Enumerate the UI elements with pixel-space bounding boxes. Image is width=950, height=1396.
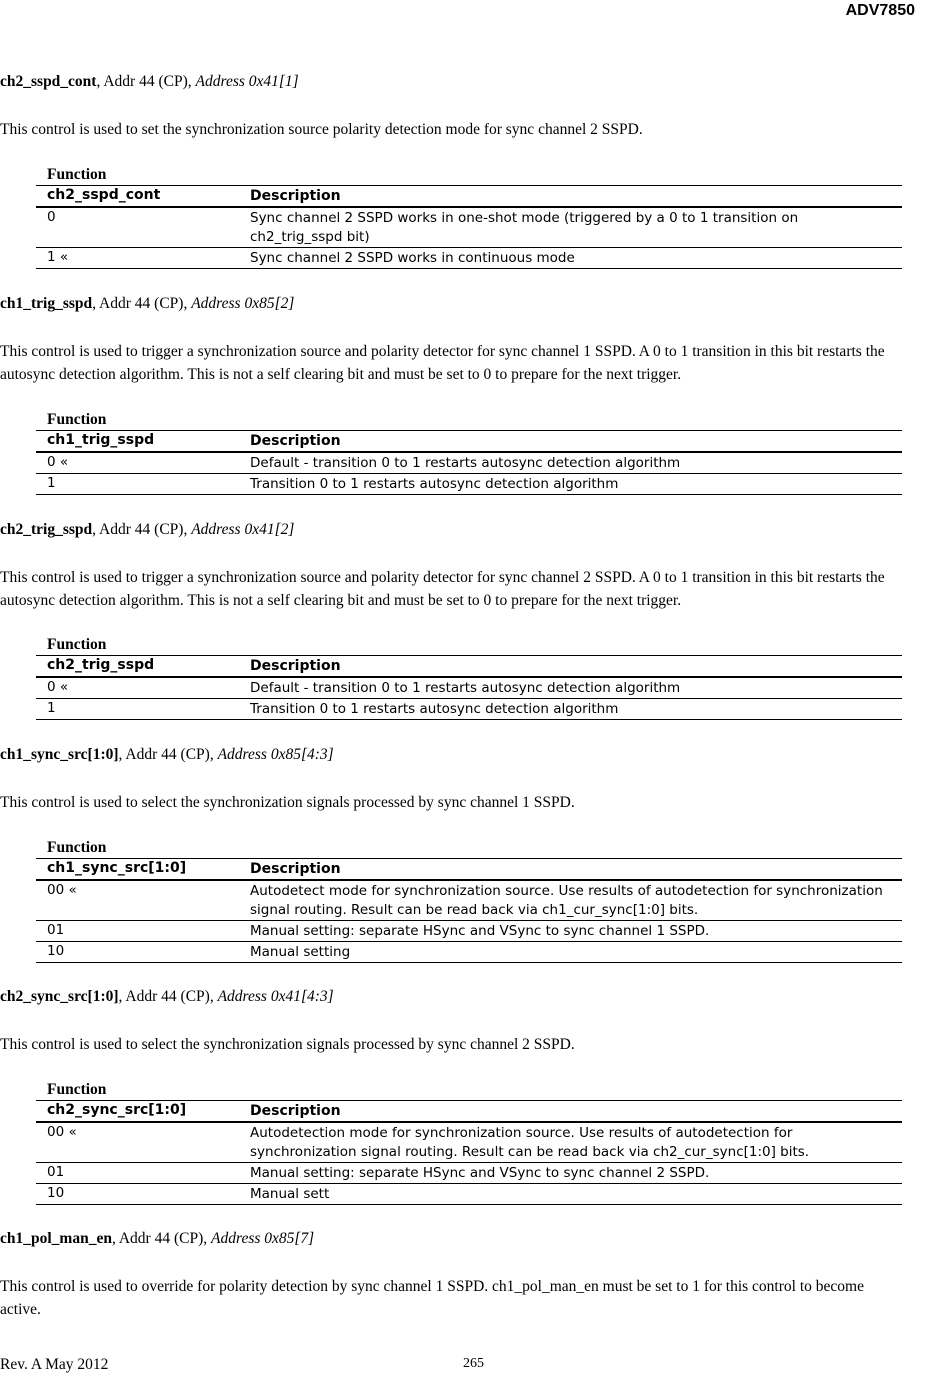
row-description: Autodetection mode for synchronization source. Use results of autodetection for synchronization signal routing. Result can be read back via ch2_cur_sync[1:0] bits. <box>250 1125 810 1160</box>
table-row <box>36 474 902 495</box>
section-description: This control is used to trigger a synchronization source and polarity detector for sync channel 1 SSPD. A 0 to 1 transition in this bit restarts the autosync detection algorithm. This is not a self clearing bit and must be set to 0 to prepare for the next trigger. <box>0 343 885 383</box>
row-description: Sync channel 2 SSPD works in one-shot mode (triggered by a 0 to 1 transition on ch2_trig_sspd bit) <box>250 210 799 245</box>
table-row <box>36 921 902 942</box>
row-description: Autodetect mode for synchronization source. Use results of autodetection for synchronization signal routing. Result can be read back via ch1_cur_sync[1:0] bits. <box>250 883 883 918</box>
table-row <box>36 942 902 963</box>
column-header-value: ch2_trig_sspd <box>47 657 155 673</box>
function-table-ch2-trig-sspd <box>36 635 902 720</box>
table-header-row <box>36 655 902 678</box>
section-heading-ch2-trig-sspd: ch2_trig_sspd, Addr 44 (CP), Address 0x41[2] <box>0 521 295 538</box>
table-caption: Function <box>47 839 107 856</box>
row-description: Manual sett <box>250 1186 330 1202</box>
document-title: ADV7850 <box>845 2 915 19</box>
column-header-value: ch1_trig_sspd <box>47 432 155 448</box>
section-description: This control is used to trigger a synchronization source and polarity detector for sync channel 2 SSPD. A 0 to 1 transition in this bit restarts the autosync detection algorithm. This is not a self clearing bit and must be set to 0 to prepare for the next trigger. <box>0 569 885 609</box>
table-row <box>36 248 902 269</box>
table-caption: Function <box>47 636 107 653</box>
row-value: 0 <box>47 209 56 225</box>
table-caption: Function <box>47 166 107 183</box>
function-table-ch1-sync-src <box>36 838 902 963</box>
table-row <box>36 1163 902 1184</box>
row-value: 00 « <box>47 882 77 898</box>
table-header-row <box>36 430 902 453</box>
row-value: 1 <box>47 700 56 716</box>
table-row <box>36 678 902 699</box>
column-header-value: ch2_sync_src[1:0] <box>47 1102 187 1118</box>
table-row <box>36 1123 902 1163</box>
row-value: 1 <box>47 475 56 491</box>
column-header-description: Description <box>250 433 341 449</box>
section-heading-ch1-pol-man-en: ch1_pol_man_en, Addr 44 (CP), Address 0x85[7] <box>0 1230 315 1247</box>
column-header-description: Description <box>250 1103 341 1119</box>
function-table-ch1-trig-sspd <box>36 410 902 495</box>
section-description: This control is used to select the synchronization signals processed by sync channel 2 SSPD. <box>0 1036 575 1053</box>
section-heading-ch2-sync-src: ch2_sync_src[1:0], Addr 44 (CP), Address 0x41[4:3] <box>0 988 334 1005</box>
row-description: Default - transition 0 to 1 restarts autosync detection algorithm <box>250 455 681 471</box>
row-value: 01 <box>47 1164 65 1180</box>
table-header-row <box>36 1100 902 1123</box>
function-table-ch2-sync-src <box>36 1080 902 1205</box>
row-description: Manual setting: separate HSync and VSync to sync channel 1 SSPD. <box>250 923 710 939</box>
table-row <box>36 208 902 248</box>
section-description: This control is used to set the synchronization source polarity detection mode for sync channel 2 SSPD. <box>0 121 643 138</box>
row-value: 0 « <box>47 454 69 470</box>
row-value: 0 « <box>47 679 69 695</box>
column-header-description: Description <box>250 188 341 204</box>
section-heading-ch1-sync-src: ch1_sync_src[1:0], Addr 44 (CP), Address 0x85[4:3] <box>0 746 334 763</box>
row-description: Sync channel 2 SSPD works in continuous mode <box>250 250 575 266</box>
row-description: Manual setting <box>250 944 351 960</box>
table-header-row <box>36 185 902 208</box>
row-value: 10 <box>47 943 65 959</box>
column-header-value: ch2_sspd_cont <box>47 187 161 203</box>
column-header-value: ch1_sync_src[1:0] <box>47 860 187 876</box>
row-description: Default - transition 0 to 1 restarts autosync detection algorithm <box>250 680 681 696</box>
table-row <box>36 881 902 921</box>
column-header-description: Description <box>250 861 341 877</box>
page-number: 265 <box>463 1356 484 1371</box>
row-description: Transition 0 to 1 restarts autosync detection algorithm <box>250 476 619 492</box>
table-caption: Function <box>47 1081 107 1098</box>
row-value: 01 <box>47 922 65 938</box>
table-header-row <box>36 858 902 881</box>
table-row <box>36 453 902 474</box>
row-description: Manual setting: separate HSync and VSync to sync channel 2 SSPD. <box>250 1165 710 1181</box>
section-description: This control is used to override for polarity detection by sync channel 1 SSPD. ch1_pol_man_en must be set to 1 for this control to become active. <box>0 1278 864 1318</box>
table-row <box>36 699 902 720</box>
section-heading-ch2-sspd-cont: ch2_sspd_cont, Addr 44 (CP), Address 0x41[1] <box>0 73 299 90</box>
table-row <box>36 1184 902 1205</box>
row-value: 00 « <box>47 1124 77 1140</box>
table-caption: Function <box>47 411 107 428</box>
row-value: 1 « <box>47 249 69 265</box>
row-value: 10 <box>47 1185 65 1201</box>
row-description: Transition 0 to 1 restarts autosync detection algorithm <box>250 701 619 717</box>
function-table-ch2-sspd-cont <box>36 165 902 269</box>
section-heading-ch1-trig-sspd: ch1_trig_sspd, Addr 44 (CP), Address 0x85[2] <box>0 295 295 312</box>
column-header-description: Description <box>250 658 341 674</box>
section-description: This control is used to select the synchronization signals processed by sync channel 1 SSPD. <box>0 794 575 811</box>
revision-footer: Rev. A May 2012 <box>0 1356 109 1373</box>
